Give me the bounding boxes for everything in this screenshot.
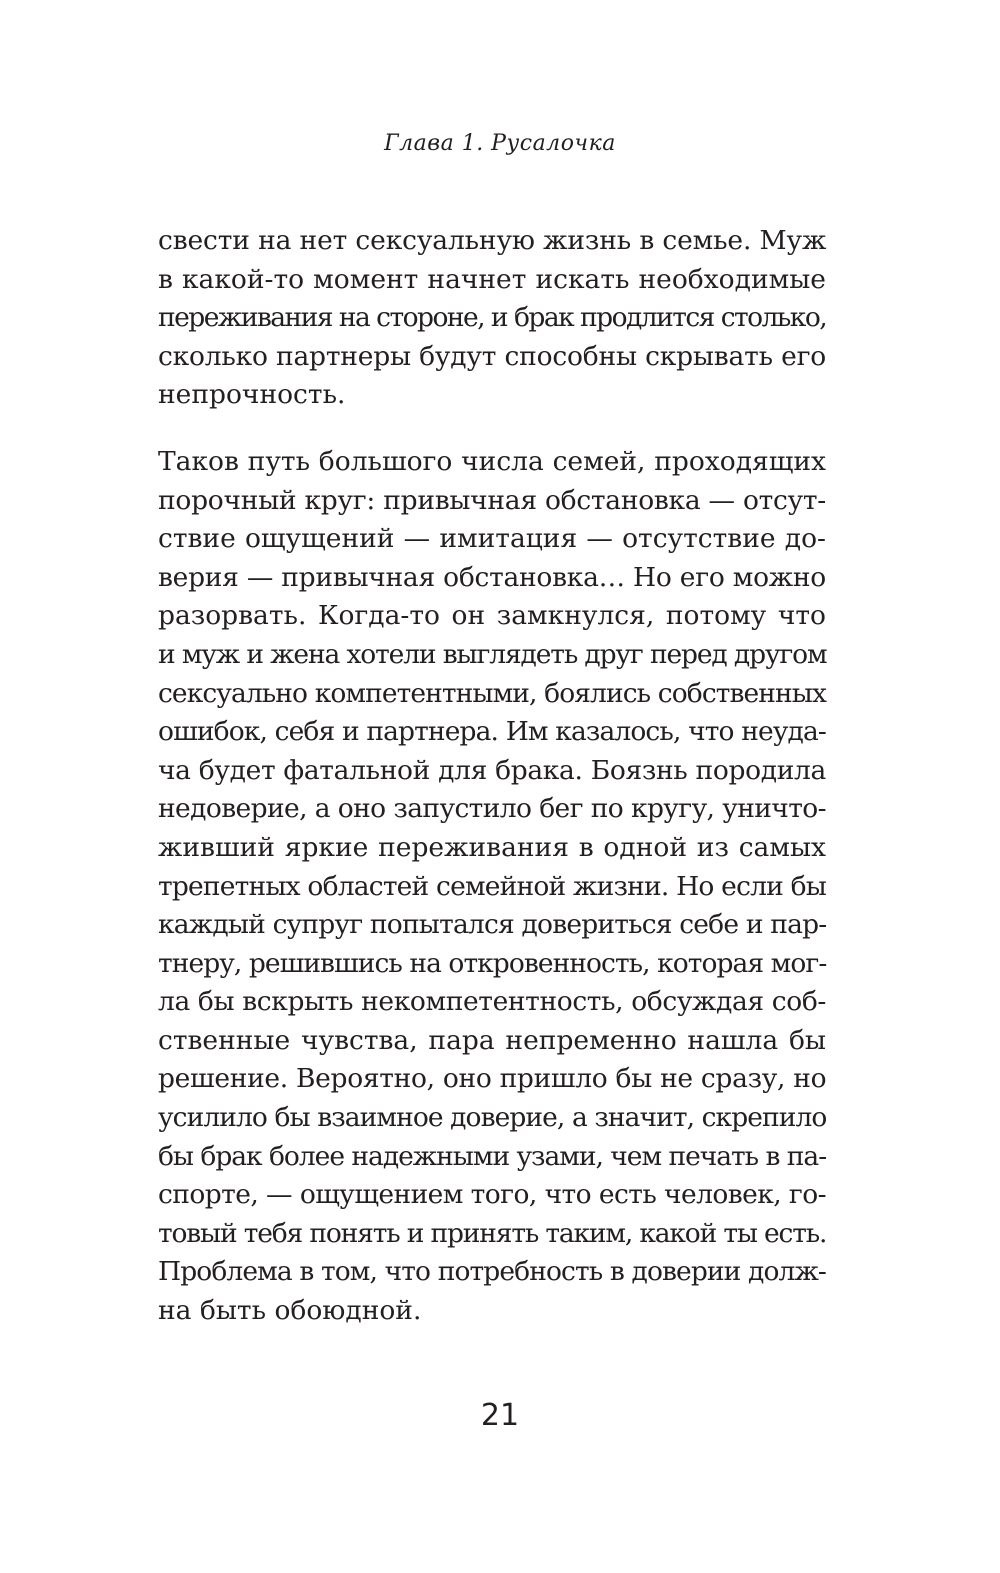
- text-line: сексуально компетентными, боялись собственных: [158, 677, 826, 709]
- paragraph-2: [158, 443, 826, 1331]
- text-line: каждый супруг попытался довериться себе и пар-: [158, 909, 827, 941]
- text-line: решение. Вероятно, оно пришло бы не сразу, но: [158, 1063, 827, 1095]
- text-line: ошибок, себя и партнера. Им казалось, что неуда-: [158, 716, 826, 748]
- text-line: и муж и жена хотели выглядеть друг перед другом: [158, 638, 827, 670]
- text-line: сколько партнеры будут способны скрывать его: [158, 340, 826, 372]
- paragraph-gap: [158, 415, 826, 443]
- text-line: бы брак более надежными узами, чем печать в па-: [158, 1140, 827, 1172]
- text-line: в какой-то момент начнет искать необходимые: [158, 263, 826, 295]
- text-line: переживания на стороне, и брак продлится столько,: [158, 302, 827, 334]
- text-line: свести на нет сексуальную жизнь в семье. Муж: [158, 225, 827, 256]
- running-head: Глава 1. Русалочка: [384, 131, 616, 156]
- text-line: трепетных областей семейной жизни. Но если бы: [158, 870, 827, 902]
- text-line: непрочность.: [158, 379, 346, 411]
- text-line: ственные чувства, пара непременно нашла бы: [158, 1024, 826, 1056]
- text-line: усилило бы взаимное доверие, а значит, скрепило: [158, 1102, 827, 1134]
- page-number: 21: [480, 1398, 520, 1433]
- text-line: ла бы вскрыть некомпетентность, обсуждая соб-: [158, 986, 826, 1018]
- body-text: [158, 222, 826, 1331]
- text-line: товый тебя понять и принять таким, какой ты есть.: [158, 1217, 827, 1249]
- text-line: на быть обоюдной.: [158, 1295, 422, 1327]
- text-line: Таков путь большого числа семей, проходящих: [158, 445, 826, 477]
- paragraph-1: [158, 222, 826, 415]
- text-line: ча будет фатальной для брака. Боязнь породила: [158, 754, 826, 786]
- text-line: недоверие, а оно запустило бег по кругу, уничто-: [158, 793, 826, 825]
- text-line: разорвать. Когда-то он замкнулся, потому что: [158, 600, 826, 632]
- text-line: порочный круг: привычная обстановка — отсут-: [158, 484, 826, 516]
- text-line: тнеру, решившись на откровенность, которая мог-: [158, 947, 827, 979]
- text-line: верия — привычная обстановка… Но его можно: [158, 561, 826, 593]
- text-line: живший яркие переживания в одной из самых: [158, 831, 826, 863]
- text-line: Проблема в том, что потребность в доверии долж-: [158, 1256, 826, 1288]
- text-line: ствие ощущений — имитация — отсутствие до-: [158, 523, 826, 555]
- text-line: спорте, — ощущением того, что есть человек, го-: [158, 1179, 826, 1211]
